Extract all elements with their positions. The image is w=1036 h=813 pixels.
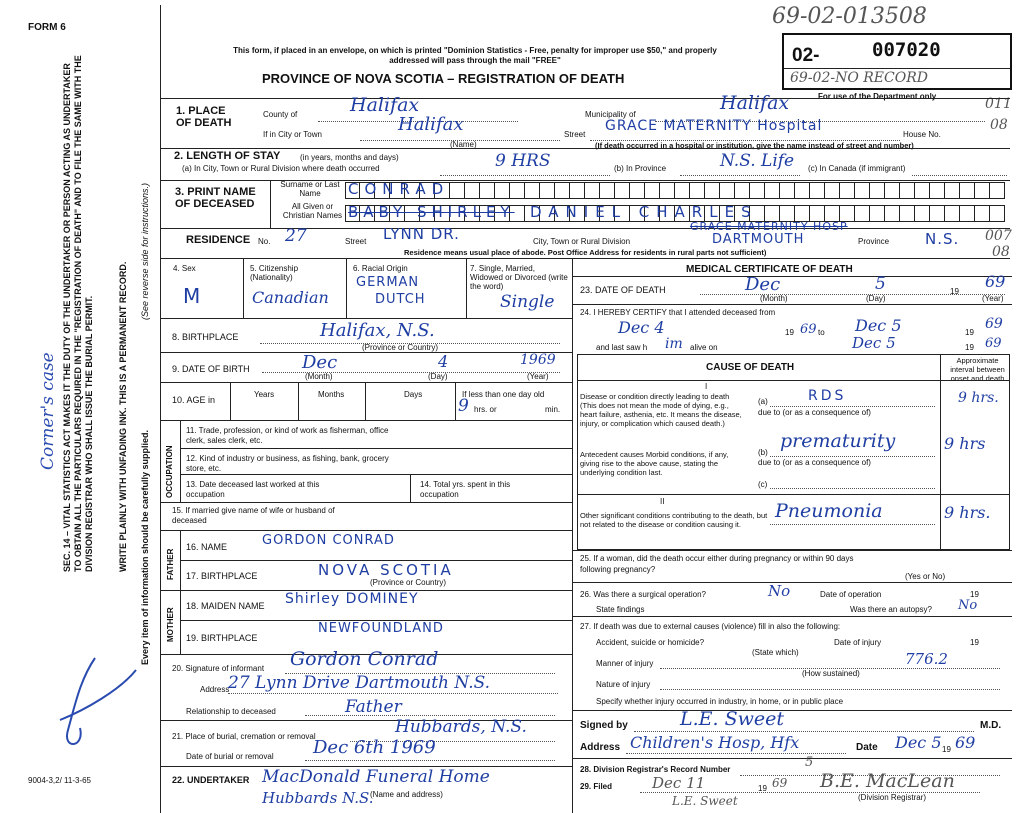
print-name-label: 3. PRINT NAME OF DECEASED [175, 186, 256, 210]
ink-instruction: WRITE PLAINLY WITH UNFADING INK. THIS IS A PERMANENT RECORD. [118, 261, 128, 572]
father-birthplace-label: 17. BIRTHPLACE [186, 571, 258, 581]
birthplace-value: Halifax, N.S. [320, 320, 435, 341]
dob-day: 4 [438, 352, 449, 371]
mailing-instruction: This form, if placed in an envelope, on which is printed "Dominion Statistics - Free, penalty for improper use $50," and properly addressed will pass through the mail "FREE" [233, 46, 717, 65]
registration-number: 007020 [872, 39, 941, 61]
stay-c-label: (c) In Canada (if immigrant) [808, 164, 906, 173]
dob-month-label: (Month) [305, 372, 333, 381]
surgical-value: No [768, 582, 791, 600]
street-label: Street [564, 130, 586, 139]
other-conditions-value: Pneumonia [775, 500, 883, 522]
signed-year: 69 [955, 733, 976, 752]
mother-birthplace-value: NEWFOUNDLAND [318, 621, 444, 636]
hospital-note: (If death occurred in a hospital or institution, give the name instead of street and number) [595, 141, 914, 150]
stay-b-value: N.S. Life [720, 151, 795, 171]
attended-from-year: 69 [800, 322, 817, 337]
death-year: 69 [985, 272, 1006, 291]
age-days-label: Days [404, 390, 423, 399]
racial-origin-2: DUTCH [375, 292, 426, 307]
form-number: FORM 6 [28, 22, 66, 33]
registrar-signature: B.E. MacLean [820, 770, 955, 792]
racial-origin-label: 6. Racial Origin [353, 264, 408, 273]
death-day: 5 [875, 274, 886, 294]
attended-year-prefix-1: 19 [785, 328, 794, 337]
signed-address-value: Children's Hosp, Hfx [630, 733, 800, 752]
record-number-value: 5 [805, 755, 814, 770]
state-which-label: (State which) [752, 648, 799, 657]
cause-b-marker: (b) [758, 448, 768, 457]
residence-city-value: DARTMOUTH [712, 232, 805, 247]
top-pencil-number: 69-02-013508 [772, 4, 927, 29]
residence-city-label: City, Town or Rural Division [533, 237, 631, 246]
informant-address-label: Address [200, 685, 230, 694]
cause-a-value: RDS [808, 388, 847, 404]
father-name-value: GORDON CONRAD [262, 533, 395, 548]
maiden-name-label: 18. MAIDEN NAME [186, 601, 265, 611]
signed-date-label: Date [856, 742, 878, 753]
age-label: 10. AGE in [172, 395, 216, 405]
surgical-label: 26. Was there a surgical operation? [580, 590, 706, 599]
age-hrs-label: hrs. or [474, 405, 497, 414]
signed-address-label: Address [580, 742, 621, 753]
last-saw-pronoun: im [665, 336, 683, 352]
undertaker-value-2: Hubbards N.S. [262, 789, 374, 807]
city-name-sublabel: (Name) [450, 140, 477, 149]
signed-date-value: Dec 5 [895, 733, 942, 752]
signed-by-label: Signed by [580, 720, 628, 731]
given-names-label: All Given or Christian Names [282, 202, 343, 220]
attended-to-label: to [818, 328, 825, 337]
house-no-label: House No. [903, 130, 941, 139]
residence-note: Residence means usual place of abode. Post Office Address for residents in rural parts not sufficient) [404, 248, 767, 257]
citizenship-value: Canadian [252, 288, 329, 307]
cause-b-due: due to (or as a consequence of) [758, 458, 871, 467]
last-saw-label: and last saw h [596, 343, 648, 352]
operation-year-prefix: 19 [970, 590, 979, 599]
death-month-label: (Month) [760, 294, 788, 303]
medical-heading: MEDICAL CERTIFICATE OF DEATH [686, 264, 853, 275]
father-section-label: FATHER [166, 548, 175, 580]
date-of-death-label: 23. DATE OF DEATH [580, 285, 666, 295]
dob-year: 1969 [520, 352, 556, 368]
alive-date: Dec 5 [852, 334, 896, 352]
age-hrs-value: 9 [458, 396, 469, 416]
mother-section-label: MOTHER [166, 607, 175, 642]
attended-from: Dec 4 [618, 318, 665, 337]
attended-to: Dec 5 [855, 316, 902, 335]
record-number-label: 28. Division Registrar's Record Number [580, 765, 731, 774]
mother-birthplace-label: 19. BIRTHPLACE [186, 633, 258, 643]
signed-year-prefix: 19 [942, 745, 951, 754]
dob-label: 9. DATE OF BIRTH [172, 364, 250, 374]
total-years-label: 14. Total yrs. spent in this occupation [420, 480, 511, 499]
alive-year: 69 [985, 336, 1002, 351]
burial-date-value: Dec 6th 1969 [313, 737, 436, 758]
county-value: Halifax [350, 94, 420, 116]
cause-c-marker: (c) [758, 480, 768, 489]
alive-year-prefix: 19 [965, 343, 974, 352]
dept-code-3: 007 [985, 228, 1012, 244]
burial-date-label: Date of burial or removal [186, 752, 274, 761]
manner-code: 776.2 [905, 650, 948, 668]
birthplace-label: 8. BIRTHPLACE [172, 332, 239, 342]
supplied-instruction: Every item of information should be carefully supplied. [140, 429, 150, 665]
racial-origin-1: GERMAN [356, 275, 420, 290]
death-year-prefix: 19 [950, 287, 959, 296]
father-birthplace-sublabel: (Province or Country) [370, 578, 447, 587]
dob-year-label: (Year) [527, 372, 549, 381]
cause-a-due: due to (or as a consequence of) [758, 408, 871, 417]
undertaker-value: MacDonald Funeral Home [262, 767, 490, 787]
residence-no-value: 27 [285, 226, 307, 246]
informant-signature: Gordon Conrad [290, 648, 439, 670]
registration-box [782, 33, 1012, 90]
father-name-label: 16. NAME [186, 542, 228, 552]
direct-cause-label: Disease or condition directly leading to death (This does not mean the mode of dying, e.g., heart failure, asthenia, etc. It means the disease, injury, or complication which caused death.) [580, 392, 742, 428]
relationship-label: Relationship to deceased [186, 707, 276, 716]
footer-code: 9004-3,2/ 11-3-65 [28, 776, 92, 785]
other-conditions-label: Other significant conditions contributing to the death, but not related to the disease or condition causing it. [580, 511, 768, 529]
marital-value: Single [500, 292, 555, 312]
surname-value: CONRAD [348, 180, 450, 198]
relationship-value: Father [345, 697, 402, 717]
form-title: PROVINCE OF NOVA SCOTIA – REGISTRATION OF DEATH [262, 71, 625, 86]
interval-b: 9 hrs [944, 434, 986, 453]
pen-scribble [40, 650, 140, 760]
last-worked-label: 13. Date deceased last worked at this occupation [186, 480, 320, 499]
pregnancy-label: 25. If a woman, did the death occur either during pregnancy or within 90 days following pregnancy? [580, 554, 854, 574]
external-causes-label: 27. If death was due to external causes (violence) fill in also the following: [580, 622, 841, 631]
surname-label: Surname or Last Name [280, 180, 340, 198]
residence-no-label: No. [258, 237, 271, 246]
interval-a: 9 hrs. [958, 390, 999, 406]
industry-label: 12. Kind of industry or business, as fishing, bank, grocery store, etc. [186, 454, 389, 473]
yes-no-label: (Yes or No) [905, 572, 946, 581]
death-month: Dec [745, 274, 781, 295]
citizenship-label: 5. Citizenship (Nationality) [250, 264, 299, 282]
occupation-section-label: OCCUPATION [165, 445, 174, 498]
given-names-value: DANIEL CHARLES [530, 203, 758, 221]
municipality-value: Halifax [720, 92, 790, 114]
md-label: M.D. [980, 720, 1002, 731]
informant-address-value: 27 Lynn Drive Dartmouth N.S. [228, 673, 491, 693]
autopsy-label: Was there an autopsy? [850, 605, 932, 614]
manner-label: Manner of injury [596, 659, 654, 668]
maiden-name-value: Shirley DOMINEY [285, 591, 419, 607]
pencil-side-note: Corner's case [38, 352, 58, 470]
dob-day-label: (Day) [428, 372, 448, 381]
place-of-death-label: 1. PLACE OF DEATH [176, 105, 232, 129]
cause-heading: CAUSE OF DEATH [706, 362, 795, 373]
residence-province-label: Province [858, 237, 890, 246]
father-birthplace-value: NOVA SCOTIA [318, 561, 454, 579]
filed-date: Dec 11 [652, 774, 706, 792]
death-day-label: (Day) [866, 294, 886, 303]
marital-label: 7. Single, Married, Widowed or Divorced (write the word) [470, 264, 568, 291]
filed-year-prefix: 19 [758, 784, 767, 793]
dept-use-label: For use of the Department only [818, 92, 937, 101]
nature-label: Nature of injury [596, 680, 651, 689]
dept-code-2: 08 [990, 117, 1008, 133]
filed-label: 29. Filed [580, 782, 613, 791]
autopsy-value: No [958, 598, 978, 613]
age-years-label: Years [254, 390, 275, 399]
residence-city-struck: GRACE MATERNITY HOSP [690, 220, 848, 233]
sex-label: 4. Sex [173, 264, 196, 273]
length-of-stay-sublabel: (in years, months and days) [300, 153, 399, 162]
dept-code-1: 011 [985, 96, 1012, 112]
roman-two: II [660, 497, 665, 506]
dept-code-4: 08 [992, 244, 1010, 260]
city-label: If in City or Town [263, 130, 322, 139]
county-label: County of [263, 110, 298, 119]
state-findings-label: State findings [596, 605, 645, 614]
accident-label: Accident, suicide or homicide? [596, 638, 705, 647]
residence-street-value: LYNN DR. [383, 225, 460, 243]
stay-a-value: 9 HRS [495, 151, 551, 171]
file-note: 69-02-NO RECORD [790, 70, 928, 86]
antecedent-label: Antecedent causes Morbid conditions, if any, giving rise to the above cause, stating the underlying condition last. [580, 450, 729, 477]
undertaker-label: 22. UNDERTAKER [172, 775, 250, 785]
filed-year: 69 [772, 776, 788, 790]
statute-text: SEC. 14 – VITAL STATISTICS ACT MAKES IT THE DUTY OF THE UNDERTAKER OR PERSON ACTING AS UNDERTAKER TO OBTAIN ALL THE PARTICULARS REQUIRED IN THE "REGISTRATION OF DEATH" AND TO FILE THE SAME WITH THE DIVISION REGISTRAR WHO SHALL ISSUE THE BURIAL PERMIT. [62, 55, 94, 572]
residence-label: RESIDENCE [186, 234, 251, 246]
birthplace-sublabel: (Province or Country) [362, 343, 439, 352]
residence-province-value: N.S. [925, 230, 960, 248]
interval-heading: Approximate interval between onset and death [950, 356, 1005, 383]
cause-a-marker: (a) [758, 397, 768, 406]
municipality-label: Municipality of [585, 110, 636, 119]
cause-b-value: prematurity [780, 430, 896, 452]
sex-value: M [183, 284, 202, 308]
informant-signature-label: 20. Signature of informant [172, 664, 265, 673]
undertaker-sublabel: (Name and address) [370, 790, 443, 799]
bottom-pencil-note: L.E. Sweet [672, 794, 738, 808]
operation-date-label: Date of operation [820, 590, 882, 599]
specify-label: Specify whether injury occurred in industry, in home, or in public place [596, 697, 844, 706]
less-than-day-label: If less than one day old [462, 390, 545, 399]
alive-on-label: alive on [690, 343, 718, 352]
age-min-label: min. [545, 405, 561, 414]
signed-by-value: L.E. Sweet [680, 708, 785, 730]
registrar-sublabel: (Division Registrar) [858, 793, 927, 802]
injury-date-label: Date of injury [834, 638, 882, 647]
burial-place-label: 21. Place of burial, cremation or removal [172, 732, 316, 741]
registration-prefix: 02- [792, 45, 820, 66]
roman-one: I [705, 382, 708, 391]
street-value: GRACE MATERNITY Hospital [605, 118, 823, 134]
spouse-label: 15. If married give name of wife or husband of deceased [172, 506, 335, 525]
injury-year-prefix: 19 [970, 638, 979, 647]
stay-a-label: (a) In City, Town or Rural Division where death occurred [182, 164, 380, 173]
dob-month: Dec [302, 352, 338, 373]
trade-label: 11. Trade, profession, or kind of work as fisherman, office clerk, sales clerk, etc. [186, 426, 389, 445]
how-sustained-label: (How sustained) [802, 669, 860, 678]
given-names-struck: BABY SHIRLEY [348, 203, 515, 221]
certify-label: 24. I HEREBY CERTIFY that I attended deceased from [580, 308, 776, 317]
attended-to-year: 69 [985, 316, 1003, 332]
age-months-label: Months [318, 390, 345, 399]
stay-b-label: (b) In Province [614, 164, 667, 173]
city-value: Halifax [398, 114, 464, 135]
length-of-stay-label: 2. LENGTH OF STAY [174, 150, 281, 162]
attended-year-prefix-2: 19 [965, 328, 974, 337]
reverse-instruction: (See reverse side for instructions.) [140, 182, 150, 320]
burial-place-value: Hubbards, N.S. [395, 717, 527, 737]
death-year-label: (Year) [982, 294, 1004, 303]
residence-street-label: Street [345, 237, 367, 246]
interval-other: 9 hrs. [944, 503, 991, 522]
